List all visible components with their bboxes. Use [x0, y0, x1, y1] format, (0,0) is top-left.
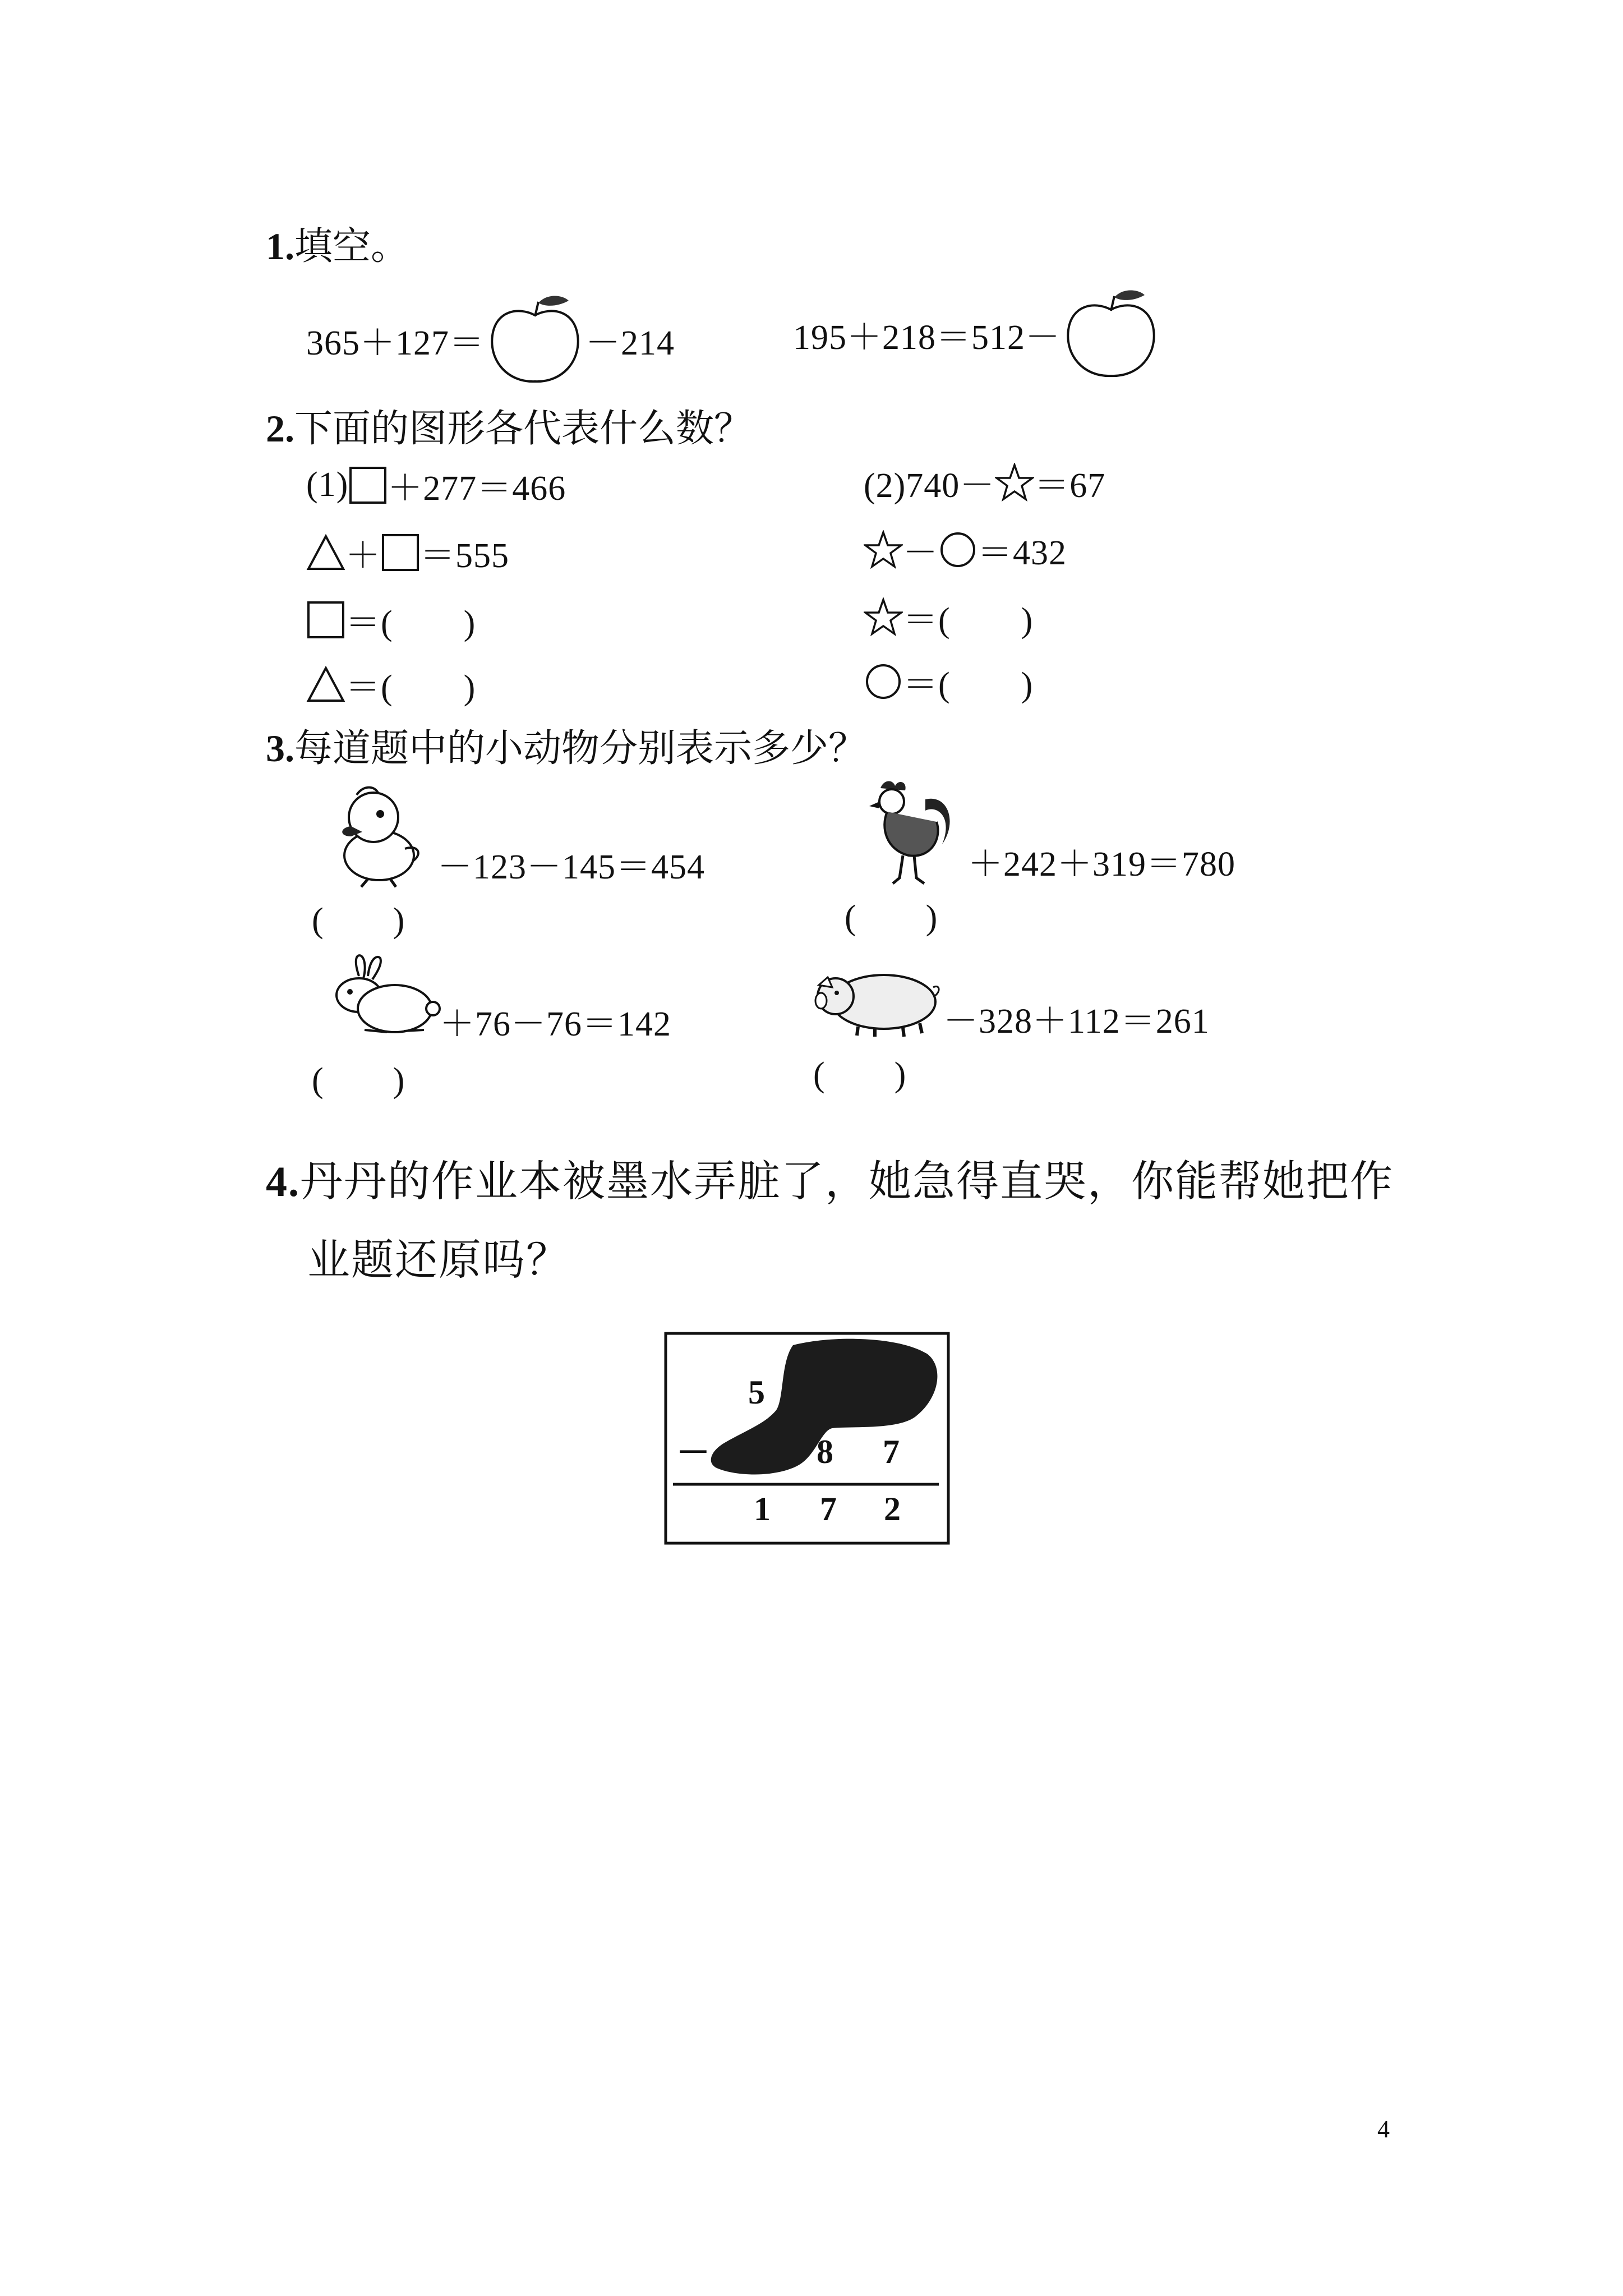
square-icon: [306, 600, 345, 639]
star-icon: [995, 463, 1034, 502]
square-icon: [348, 466, 388, 505]
puzzle-mid-digit-2: 7: [883, 1433, 900, 1470]
q2-p2-ans-star[interactable]: ＝( ): [903, 601, 1034, 639]
star-icon: [864, 530, 903, 569]
puzzle-result-digit-3: 2: [884, 1490, 901, 1527]
q4-line2: 业题还原吗？: [307, 1235, 570, 1285]
q2-p2-line2: [864, 524, 1067, 574]
q2-p1-answer-triangle: [306, 659, 476, 709]
pig-icon: [813, 965, 942, 1040]
circle-icon: [864, 662, 903, 701]
puzzle-minus: －: [676, 1434, 710, 1471]
star-icon: [864, 597, 903, 637]
q2-heading: [266, 398, 752, 453]
q3-heading: [266, 718, 866, 772]
q4-text-line1: 丹丹的作业本被墨水弄脏了，她急得直哭，你能帮她把作: [300, 1156, 1394, 1206]
q2-p1-line1-text: ＋277＝466: [388, 470, 566, 508]
q2-p2-answer-star: [864, 592, 1033, 642]
triangle-icon: [306, 534, 345, 571]
q1-number: 1.: [266, 225, 294, 268]
q2-p2-line1-text: ＝67: [1034, 467, 1106, 505]
rabbit-icon: [325, 954, 443, 1040]
duck-icon: [334, 783, 430, 891]
puzzle-mid-digit-1: 8: [817, 1433, 833, 1470]
puzzle-result-digit-1: 1: [754, 1490, 771, 1527]
q4-line1: [266, 1147, 1394, 1208]
q1-eq-a-right: －214: [585, 324, 675, 362]
q3-rabbit-equation: ＋76－76＝142: [440, 1005, 672, 1043]
q3-number: 3.: [266, 727, 294, 770]
circle-icon: [938, 530, 978, 569]
q2-p1-label: (1): [306, 466, 349, 504]
q2-number: 2.: [266, 407, 294, 450]
q1-equation-a: [306, 292, 675, 387]
q2-p1-ans-triangle[interactable]: ＝( ): [345, 669, 476, 707]
q1-eq-a-left: 365＋127＝: [306, 324, 485, 362]
q2-p2-ans-circle[interactable]: ＝( ): [903, 666, 1034, 704]
q2-p1-answer-square: [306, 595, 476, 645]
q3-rooster-equation: ＋242＋319＝780: [968, 845, 1236, 884]
q2-p2-line1: [864, 457, 1105, 507]
q2-p1-line2: [306, 527, 509, 577]
ink-puzzle-box: [664, 1332, 950, 1547]
q3-rabbit-blank[interactable]: ( ): [312, 1061, 405, 1099]
q2-p1-ans-square[interactable]: ＝( ): [345, 604, 476, 642]
q3-duck-equation: －123－145＝454: [437, 848, 706, 886]
q3-pig-equation: －328＋112＝261: [943, 1002, 1210, 1041]
apple-icon: [485, 292, 585, 387]
q2-p1-line2-text: ＝555: [420, 537, 510, 575]
puzzle-top-digit: 5: [748, 1374, 765, 1411]
rooster-icon: [858, 777, 959, 891]
q3-title: 每道题中的小动物分别表示多少？: [294, 726, 867, 771]
q1-eq-b-left: 195＋218＝512－: [793, 318, 1061, 357]
q3-rooster-blank[interactable]: ( ): [845, 899, 938, 937]
page-number: 4: [1377, 2115, 1390, 2143]
q3-duck-blank[interactable]: ( ): [312, 901, 405, 940]
q4-number: 4.: [266, 1158, 300, 1205]
square-icon: [381, 533, 420, 572]
q1-equation-b: [793, 286, 1161, 381]
q2-p1-line1: [306, 460, 566, 510]
q2-p2-line2-text: ＝432: [978, 534, 1067, 572]
q2-p2-answer-circle: [864, 656, 1033, 706]
q1-title: 填空。: [294, 224, 409, 269]
puzzle-result-digit-2: 7: [820, 1490, 837, 1527]
q2-p2-label: (2)740－: [864, 467, 995, 505]
q1-heading: [266, 216, 409, 270]
q2-p2-line2-op: －: [903, 534, 939, 572]
triangle-icon: [306, 666, 345, 703]
apple-icon: [1061, 286, 1161, 381]
q2-p1-line2-op: ＋: [345, 537, 381, 575]
q2-title: 下面的图形各代表什么数？: [294, 407, 753, 451]
q3-pig-blank[interactable]: ( ): [813, 1056, 906, 1094]
